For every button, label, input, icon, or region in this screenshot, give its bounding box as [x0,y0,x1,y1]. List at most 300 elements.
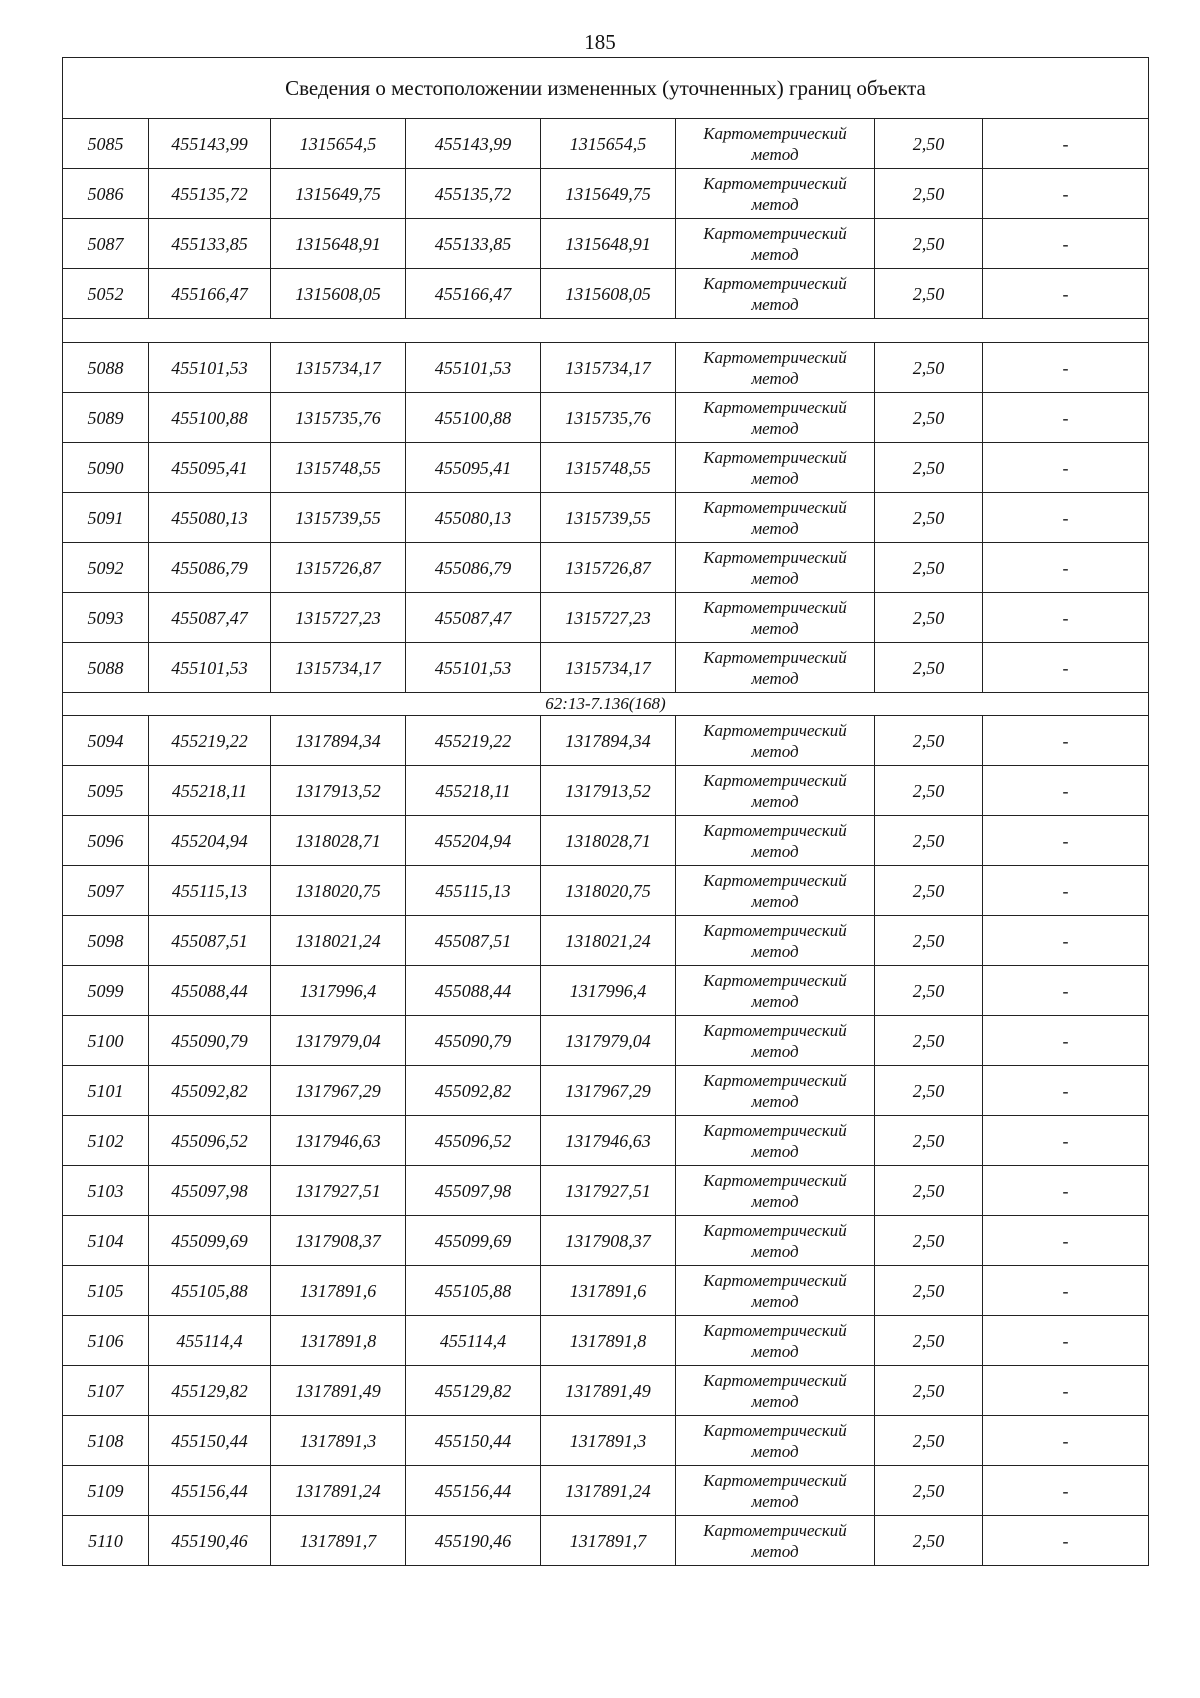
note-cell: - [983,1166,1149,1216]
table-row [63,966,1149,1016]
method-text: Картометрический [703,1320,847,1340]
table-body [63,58,1149,1566]
method-text: метод [751,418,799,438]
method-text: метод [751,1391,799,1411]
method-text: Картометрический [703,223,847,243]
method-cell [676,643,875,693]
precision-cell: 2,50 [875,643,983,693]
y-existing-cell: 1315748,55 [271,443,406,493]
method-text: метод [751,244,799,264]
method-text: метод [751,1041,799,1061]
y-existing-cell: 1315734,17 [271,643,406,693]
method-text: метод [751,618,799,638]
precision-cell: 2,50 [875,716,983,766]
precision-cell: 2,50 [875,1316,983,1366]
table-row [63,593,1149,643]
x-existing-cell: 455219,22 [149,716,271,766]
point-number-cell: 5091 [63,493,149,543]
x-refined-cell: 455101,53 [406,343,541,393]
x-existing-cell: 455099,69 [149,1216,271,1266]
point-number-cell: 5107 [63,1366,149,1416]
note-cell: - [983,343,1149,393]
x-refined-cell: 455101,53 [406,643,541,693]
method-text: метод [751,891,799,911]
point-number-cell: 5102 [63,1116,149,1166]
method-cell [676,716,875,766]
method-text: Картометрический [703,820,847,840]
precision-cell: 2,50 [875,1366,983,1416]
x-refined-cell: 455090,79 [406,1016,541,1066]
method-cell [676,1066,875,1116]
y-refined-cell: 1315734,17 [541,343,676,393]
method-cell [676,866,875,916]
precision-cell: 2,50 [875,1416,983,1466]
x-existing-cell: 455095,41 [149,443,271,493]
table-row [63,1266,1149,1316]
method-text: Картометрический [703,1120,847,1140]
y-refined-cell: 1315735,76 [541,393,676,443]
point-number-cell: 5093 [63,593,149,643]
precision-cell: 2,50 [875,219,983,269]
table-row [63,1316,1149,1366]
x-refined-cell: 455204,94 [406,816,541,866]
precision-cell: 2,50 [875,393,983,443]
coordinates-table [62,57,1149,1566]
point-number-cell: 5109 [63,1466,149,1516]
method-cell [676,1166,875,1216]
x-refined-cell: 455080,13 [406,493,541,543]
point-number-cell: 5106 [63,1316,149,1366]
method-text: метод [751,941,799,961]
x-existing-cell: 455092,82 [149,1066,271,1116]
note-cell: - [983,269,1149,319]
method-text: метод [751,1191,799,1211]
x-refined-cell: 455156,44 [406,1466,541,1516]
table-row [63,543,1149,593]
y-refined-cell: 1318020,75 [541,866,676,916]
note-cell: - [983,443,1149,493]
method-cell [676,1316,875,1366]
method-cell [676,493,875,543]
y-existing-cell: 1317946,63 [271,1116,406,1166]
y-refined-cell: 1317979,04 [541,1016,676,1066]
method-text: Картометрический [703,970,847,990]
method-text: Картометрический [703,497,847,517]
point-number-cell: 5108 [63,1416,149,1466]
y-refined-cell: 1315726,87 [541,543,676,593]
note-cell: - [983,1366,1149,1416]
precision-cell: 2,50 [875,593,983,643]
table-title-row [63,58,1149,119]
x-existing-cell: 455105,88 [149,1266,271,1316]
y-refined-cell: 1315648,91 [541,219,676,269]
point-number-cell: 5100 [63,1016,149,1066]
point-number-cell: 5103 [63,1166,149,1216]
section-label-row [63,693,1149,716]
x-refined-cell: 455092,82 [406,1066,541,1116]
x-existing-cell: 455150,44 [149,1416,271,1466]
table-row [63,816,1149,866]
table-row [63,1116,1149,1166]
table-row [63,716,1149,766]
table-row [63,1066,1149,1116]
x-refined-cell: 455190,46 [406,1516,541,1566]
method-text: метод [751,1441,799,1461]
method-text: метод [751,1241,799,1261]
point-number-cell: 5099 [63,966,149,1016]
precision-cell: 2,50 [875,119,983,169]
y-existing-cell: 1317996,4 [271,966,406,1016]
y-refined-cell: 1315649,75 [541,169,676,219]
method-text: метод [751,791,799,811]
point-number-cell: 5092 [63,543,149,593]
precision-cell: 2,50 [875,916,983,966]
section-label: 62:13-7.136(168) [63,693,1149,716]
table-row [63,1166,1149,1216]
y-refined-cell: 1315608,05 [541,269,676,319]
y-existing-cell: 1315649,75 [271,169,406,219]
x-refined-cell: 455087,51 [406,916,541,966]
table-row [63,916,1149,966]
y-refined-cell: 1318021,24 [541,916,676,966]
y-existing-cell: 1315735,76 [271,393,406,443]
method-text: метод [751,518,799,538]
method-text: метод [751,294,799,314]
precision-cell: 2,50 [875,966,983,1016]
y-existing-cell: 1315648,91 [271,219,406,269]
x-refined-cell: 455086,79 [406,543,541,593]
x-existing-cell: 455129,82 [149,1366,271,1416]
x-refined-cell: 455219,22 [406,716,541,766]
point-number-cell: 5086 [63,169,149,219]
point-number-cell: 5101 [63,1066,149,1116]
method-text: метод [751,568,799,588]
method-text: Картометрический [703,397,847,417]
table-row [63,866,1149,916]
x-existing-cell: 455166,47 [149,269,271,319]
x-refined-cell: 455133,85 [406,219,541,269]
table-row [63,169,1149,219]
method-cell [676,766,875,816]
y-existing-cell: 1317913,52 [271,766,406,816]
x-existing-cell: 455090,79 [149,1016,271,1066]
precision-cell: 2,50 [875,169,983,219]
method-text: Картометрический [703,597,847,617]
y-existing-cell: 1315727,23 [271,593,406,643]
method-text: Картометрический [703,920,847,940]
x-existing-cell: 455100,88 [149,393,271,443]
method-cell [676,1416,875,1466]
x-existing-cell: 455087,47 [149,593,271,643]
x-refined-cell: 455105,88 [406,1266,541,1316]
y-refined-cell: 1315748,55 [541,443,676,493]
method-text: Картометрический [703,273,847,293]
note-cell: - [983,169,1149,219]
note-cell: - [983,766,1149,816]
method-text: Картометрический [703,720,847,740]
y-existing-cell: 1317927,51 [271,1166,406,1216]
x-refined-cell: 455135,72 [406,169,541,219]
method-text: метод [751,144,799,164]
x-refined-cell: 455143,99 [406,119,541,169]
y-existing-cell: 1317894,34 [271,716,406,766]
section-separator [63,319,1149,343]
precision-cell: 2,50 [875,443,983,493]
table-row [63,766,1149,816]
x-refined-cell: 455097,98 [406,1166,541,1216]
table-row [63,219,1149,269]
y-existing-cell: 1317908,37 [271,1216,406,1266]
table-row [63,1516,1149,1566]
point-number-cell: 5085 [63,119,149,169]
point-number-cell: 5088 [63,643,149,693]
method-cell [676,1016,875,1066]
note-cell: - [983,119,1149,169]
method-cell [676,593,875,643]
y-existing-cell: 1318021,24 [271,916,406,966]
x-existing-cell: 455115,13 [149,866,271,916]
y-refined-cell: 1317946,63 [541,1116,676,1166]
y-existing-cell: 1315608,05 [271,269,406,319]
point-number-cell: 5110 [63,1516,149,1566]
table-row [63,119,1149,169]
method-text: метод [751,368,799,388]
precision-cell: 2,50 [875,1116,983,1166]
method-text: Картометрический [703,1520,847,1540]
method-text: Картометрический [703,1370,847,1390]
x-refined-cell: 455150,44 [406,1416,541,1466]
point-number-cell: 5088 [63,343,149,393]
x-refined-cell: 455115,13 [406,866,541,916]
method-text: Картометрический [703,770,847,790]
point-number-cell: 5087 [63,219,149,269]
method-text: Картометрический [703,1220,847,1240]
note-cell: - [983,866,1149,916]
x-existing-cell: 455087,51 [149,916,271,966]
precision-cell: 2,50 [875,269,983,319]
y-refined-cell: 1315734,17 [541,643,676,693]
note-cell: - [983,219,1149,269]
x-existing-cell: 455114,4 [149,1316,271,1366]
method-cell [676,1366,875,1416]
method-text: метод [751,194,799,214]
method-text: Картометрический [703,123,847,143]
method-text: Картометрический [703,1420,847,1440]
precision-cell: 2,50 [875,816,983,866]
method-cell [676,169,875,219]
x-existing-cell: 455133,85 [149,219,271,269]
method-text: метод [751,1341,799,1361]
method-text: метод [751,841,799,861]
method-cell [676,1466,875,1516]
y-refined-cell: 1317891,6 [541,1266,676,1316]
method-text: Картометрический [703,870,847,890]
method-text: метод [751,468,799,488]
note-cell: - [983,1116,1149,1166]
y-refined-cell: 1317891,49 [541,1366,676,1416]
method-text: метод [751,668,799,688]
method-text: Картометрический [703,347,847,367]
method-cell [676,343,875,393]
method-text: Картометрический [703,447,847,467]
y-refined-cell: 1317967,29 [541,1066,676,1116]
method-text: метод [751,1291,799,1311]
note-cell: - [983,1016,1149,1066]
y-refined-cell: 1317908,37 [541,1216,676,1266]
precision-cell: 2,50 [875,1266,983,1316]
note-cell: - [983,593,1149,643]
y-existing-cell: 1317891,24 [271,1466,406,1516]
precision-cell: 2,50 [875,543,983,593]
note-cell: - [983,493,1149,543]
note-cell: - [983,1216,1149,1266]
method-text: Картометрический [703,173,847,193]
y-existing-cell: 1317891,3 [271,1416,406,1466]
method-text: Картометрический [703,547,847,567]
precision-cell: 2,50 [875,1166,983,1216]
y-refined-cell: 1317996,4 [541,966,676,1016]
precision-cell: 2,50 [875,1066,983,1116]
x-existing-cell: 455097,98 [149,1166,271,1216]
x-refined-cell: 455129,82 [406,1366,541,1416]
point-number-cell: 5098 [63,916,149,966]
x-existing-cell: 455135,72 [149,169,271,219]
note-cell: - [983,1516,1149,1566]
method-cell [676,1266,875,1316]
method-text: Картометрический [703,1070,847,1090]
table-title: Сведения о местоположении измененных (уточненных) границ объекта [63,58,1149,119]
x-refined-cell: 455114,4 [406,1316,541,1366]
y-existing-cell: 1318020,75 [271,866,406,916]
method-text: метод [751,1141,799,1161]
x-refined-cell: 455100,88 [406,393,541,443]
y-existing-cell: 1317979,04 [271,1016,406,1066]
y-existing-cell: 1315734,17 [271,343,406,393]
note-cell: - [983,966,1149,1016]
note-cell: - [983,916,1149,966]
y-refined-cell: 1315739,55 [541,493,676,543]
y-refined-cell: 1317891,3 [541,1416,676,1466]
x-existing-cell: 455156,44 [149,1466,271,1516]
table-row [63,1216,1149,1266]
method-cell [676,219,875,269]
y-refined-cell: 1317891,24 [541,1466,676,1516]
precision-cell: 2,50 [875,1466,983,1516]
note-cell: - [983,1466,1149,1516]
note-cell: - [983,393,1149,443]
point-number-cell: 5105 [63,1266,149,1316]
table-row [63,1416,1149,1466]
point-number-cell: 5096 [63,816,149,866]
section-separator-row [63,319,1149,343]
y-existing-cell: 1315739,55 [271,493,406,543]
point-number-cell: 5052 [63,269,149,319]
page-number: 185 [584,30,616,54]
x-refined-cell: 455166,47 [406,269,541,319]
x-existing-cell: 455190,46 [149,1516,271,1566]
precision-cell: 2,50 [875,866,983,916]
precision-cell: 2,50 [875,1016,983,1066]
precision-cell: 2,50 [875,766,983,816]
y-refined-cell: 1318028,71 [541,816,676,866]
point-number-cell: 5094 [63,716,149,766]
y-existing-cell: 1315654,5 [271,119,406,169]
x-existing-cell: 455143,99 [149,119,271,169]
table-row [63,1366,1149,1416]
method-text: метод [751,1491,799,1511]
method-text: Картометрический [703,1270,847,1290]
table-row [63,343,1149,393]
method-text: Картометрический [703,1170,847,1190]
note-cell: - [983,1266,1149,1316]
method-text: метод [751,741,799,761]
note-cell: - [983,816,1149,866]
x-refined-cell: 455096,52 [406,1116,541,1166]
table-row [63,493,1149,543]
x-existing-cell: 455204,94 [149,816,271,866]
table-row [63,269,1149,319]
method-cell [676,443,875,493]
y-existing-cell: 1317891,49 [271,1366,406,1416]
x-refined-cell: 455218,11 [406,766,541,816]
table-row [63,393,1149,443]
note-cell: - [983,1066,1149,1116]
x-refined-cell: 455087,47 [406,593,541,643]
note-cell: - [983,1316,1149,1366]
precision-cell: 2,50 [875,493,983,543]
point-number-cell: 5089 [63,393,149,443]
method-text: метод [751,1541,799,1561]
method-text: метод [751,991,799,1011]
x-existing-cell: 455080,13 [149,493,271,543]
y-existing-cell: 1317967,29 [271,1066,406,1116]
method-cell [676,119,875,169]
table-row [63,643,1149,693]
x-existing-cell: 455096,52 [149,1116,271,1166]
method-cell [676,393,875,443]
y-existing-cell: 1317891,8 [271,1316,406,1366]
method-cell [676,966,875,1016]
note-cell: - [983,643,1149,693]
y-existing-cell: 1317891,7 [271,1516,406,1566]
table-row [63,443,1149,493]
x-existing-cell: 455101,53 [149,643,271,693]
method-cell [676,543,875,593]
y-refined-cell: 1317913,52 [541,766,676,816]
method-cell [676,916,875,966]
y-refined-cell: 1317891,7 [541,1516,676,1566]
y-refined-cell: 1317891,8 [541,1316,676,1366]
note-cell: - [983,716,1149,766]
x-existing-cell: 455101,53 [149,343,271,393]
note-cell: - [983,543,1149,593]
point-number-cell: 5104 [63,1216,149,1266]
y-refined-cell: 1317927,51 [541,1166,676,1216]
note-cell: - [983,1416,1149,1466]
method-cell [676,269,875,319]
method-text: метод [751,1091,799,1111]
x-existing-cell: 455086,79 [149,543,271,593]
method-text: Картометрический [703,1470,847,1490]
point-number-cell: 5095 [63,766,149,816]
point-number-cell: 5097 [63,866,149,916]
x-refined-cell: 455095,41 [406,443,541,493]
method-cell [676,816,875,866]
y-existing-cell: 1317891,6 [271,1266,406,1316]
method-text: Картометрический [703,647,847,667]
precision-cell: 2,50 [875,343,983,393]
x-existing-cell: 455218,11 [149,766,271,816]
